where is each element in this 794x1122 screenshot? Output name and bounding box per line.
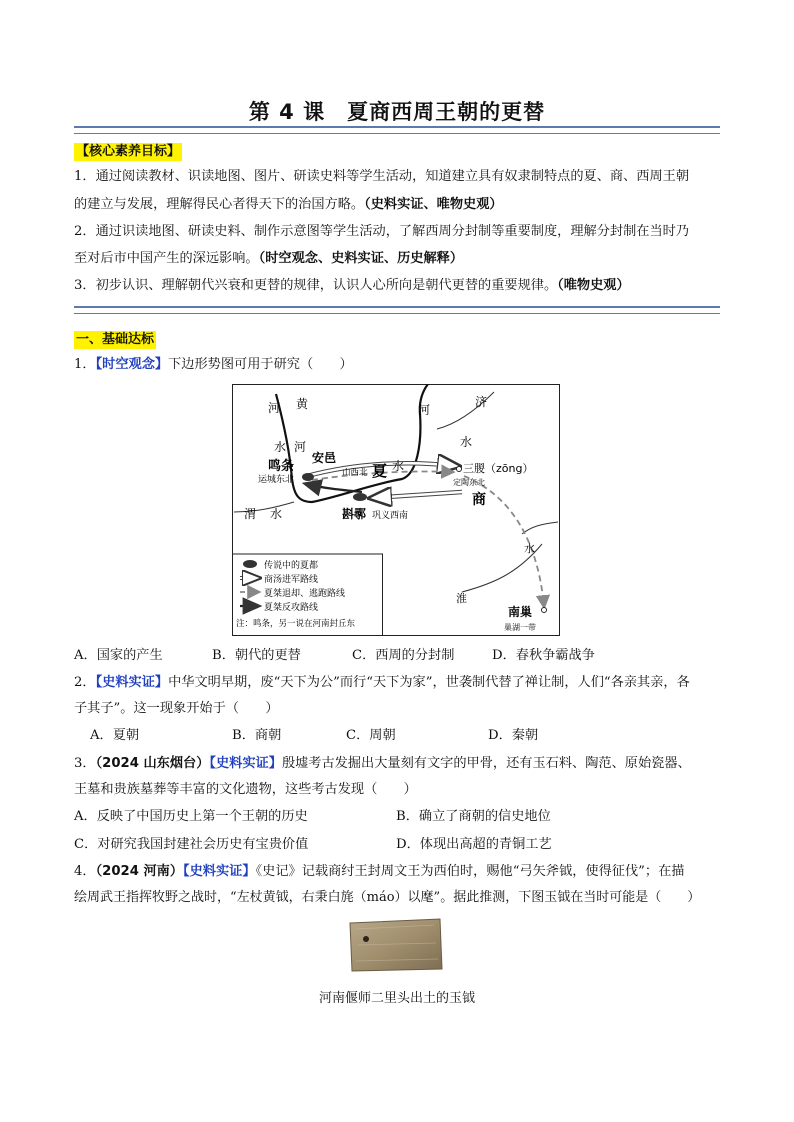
map-label-nanchao: 南巢 [508,605,533,619]
q4-source: （2024 河南） [95,864,184,879]
jade-yue-axe-image [346,915,446,975]
q1-number: 1． [74,357,96,372]
map-label-wei: 渭 [244,507,257,521]
goal-3-tag: （唯物史观） [557,278,630,293]
legend-item-shang-route: 商汤进军路线 [264,575,319,585]
site-zong [457,467,462,472]
jade-yue-caption: 河南偃师二里头出土的玉钺 [318,991,475,1006]
q2-number: 2． [74,675,96,690]
legend-item-xia-capital: 传说中的夏都 [264,561,319,571]
xia-shang-situation-map [232,384,560,636]
title-divider [74,126,720,134]
goal-2-line-1: 2．通过识读地图、研读史料、制作示意图等学生活动，了解西周分封制等重要制度，理解分封制在当时乃 [74,224,690,239]
q2-text-1: 中华文明早期，废“天下为公”而行“天下为家”，世袭制代替了禅让制，人们“各亲其亲，各 [168,675,690,690]
map-label-shui-wei: 水 [270,507,283,521]
map-label-huang: 黄 [296,397,309,411]
goal-2-text: 至对后市中国产生的深远影响。 [74,251,259,266]
section-1-heading: 一、基础达标 [76,332,155,347]
map-label-shui-ji: 水 [460,435,473,449]
map-label-xia: 夏 [372,462,388,480]
question-4-line-2: 绘周武王指挥牧野之战时，“左杖黄钺，右秉白旄（máo）以麾”。据此推测，下图玉钺在当时可能是（ ） [74,890,701,905]
question-3-line-2: 王墓和贵族墓葬等丰富的文化遗物，这些考古发现（ ） [74,782,417,797]
question-4-line-1 [74,863,684,881]
map-label-he-2: 河 [418,403,431,417]
map-label-zhenxun: 斟鄩 [342,507,367,521]
map-label-anyi: 安邑 [312,451,337,465]
goal-1-line-2 [74,196,503,214]
legend-item-counterattack-route: 夏桀反攻路线 [264,603,319,613]
q2-option-a: A．夏朝 [90,728,140,743]
map-label-shang: 商 [472,492,486,508]
question-3-line-1 [74,755,691,773]
xia-capital-mingtiao [302,473,314,481]
goal-1-text: 的建立与发展，理解得民心者得天下的治国方略。 [74,197,365,212]
q1-option-c: C．西周的分封制 [352,648,455,663]
question-1-stem [74,356,353,374]
page-title: 第 4 课 夏商西周王朝的更替 [248,100,546,124]
question-2-line-1 [74,674,690,692]
q3-source: （2024 山东烟台） [95,756,210,771]
q3-number: 3． [74,756,96,771]
goal-1-tag: （史料实证、唯物史观） [364,197,503,212]
legend-item-retreat-route: 夏桀退却、逃跑路线 [264,589,346,599]
goal-1-line-1: 1．通过阅读教材、识读地图、图片、研读史料等学生活动，知道建立具有奴隶制特点的夏、商、西周王朝 [74,169,690,184]
legend-note: 注：鸣条，另一说在河南封丘东 [236,619,356,629]
q4-number: 4． [74,864,96,879]
xia-capital-zhenxun [353,493,367,501]
map-label-huai: 淮 [456,592,467,605]
map-label-chaohu: 巢湖一带 [504,623,536,632]
site-nanchao [542,608,547,613]
question-2-line-2: 子其子”。这一现象开始于（ ） [74,701,279,716]
map-label-shui-huai: 水 [524,542,535,555]
map-label-shanxi: 山西北 [342,468,368,478]
q1-text: 下边形势图可用于研究（ ） [168,357,353,372]
goal-2-tag: （时空观念、史料实证、历史解释） [258,251,464,266]
goal-3-line [74,277,630,295]
map-label-shui-2: 水 [392,459,405,473]
q2-option-d: D．秦朝 [488,728,539,743]
q2-tag: 【史料实证】 [95,675,169,690]
map-label-he-3: 河 [294,440,307,454]
q3-option-a: A．反映了中国历史上第一个王朝的历史 [74,809,308,824]
map-label-mingtiao: 鸣条 [268,459,295,474]
map-label-zong: 三朡（zōng） [463,462,534,475]
map-label-yuncheng: 运城东北 [258,475,295,485]
q1-option-a: A．国家的产生 [74,648,163,663]
q2-option-c: C．周朝 [346,728,396,743]
q3-option-d: D．体现出高超的青铜工艺 [396,837,552,852]
q1-option-d: D．春秋争霸战争 [492,648,595,663]
q2-option-b: B．商朝 [232,728,282,743]
q1-option-b: B．朝代的更替 [212,648,301,663]
q1-tag: 【时空观念】 [95,357,169,372]
map-label-dingtao: 定陶东北 [453,478,485,487]
goals-divider [74,306,720,314]
map-label-gongyi: 巩义西南 [372,511,409,521]
q3-option-c: C．对研究我国封建社会历史有宝贵价值 [74,837,309,852]
q4-text-1: 《史记》记载商纣王封周文王为西伯时，赐他“弓矢斧钺，使得征伐”；在描 [255,864,685,879]
goal-2-line-2 [74,250,463,268]
q4-tag: 【史料实证】 [183,864,256,879]
map-label-shui: 水 [274,440,287,454]
q3-option-b: B．确立了商朝的信史地位 [396,809,551,824]
q3-tag: 【史料实证】 [209,756,282,771]
map-label-ji: 济 [475,395,488,409]
q3-text-1: 殷墟考古发掘出大量刻有文字的甲骨，还有玉石料、陶范、原始瓷器、 [281,756,691,771]
legend-xia-capital-icon [243,560,257,568]
goal-3-text: 3．初步认识、理解朝代兴衰和更替的规律，认识人心所向是朝代更替的重要规律。 [74,278,558,293]
core-goals-heading: 【核心素养目标】 [76,144,181,159]
map-label-he: 河 [268,401,281,415]
